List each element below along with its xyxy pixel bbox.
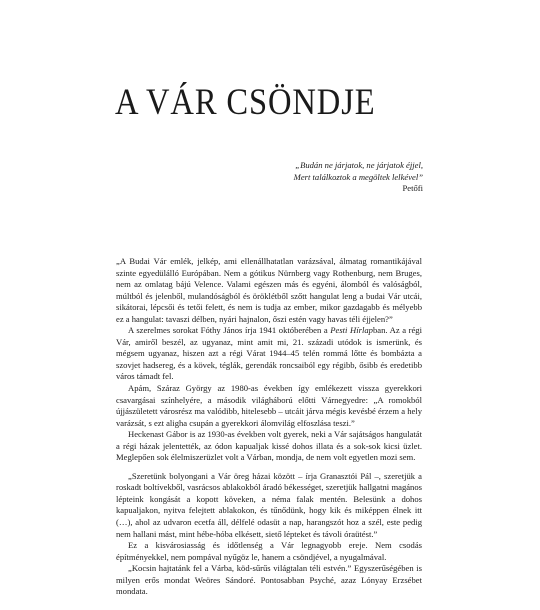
paragraph-text: ban. Az a régi Vár, amiről beszél, az ugyanaz, mint amit mi, 21. századi utódok is ismerünk, és mégsem ugyanaz, hiszen azt a régi Várat 1944–45 telén rommá lőtte és bombázta a szovjet hadsereg, és a kövek, téglák, gerendák roncsaiból egy régibb, ősibb és eredetibb város támadt fel.	[116, 325, 422, 382]
paragraph: Apám, Száraz György az 1980-as években így emlékezett vissza gyerekkori csavargásai színhelyére, a második világháború előtti Várnegyedre: „A romokból újjászületett városrész ma valódibb, hitelesebb – utcáit járva mégis kevésbé érzem a hely varázsát, s ezt aligha csupán a gyerekkori álomvilág elfoszlása teszi.”	[116, 383, 422, 428]
body-text	[116, 256, 422, 598]
paragraph: „Kocsin hajtatánk fel a Várba, köd-sűrűs világtalan téli estvén.” Egyszerűségében is milyen erős mondat Weöres Sándoré. Pontosabban Psyché, azaz Lónyay Erzsébet mondata.	[116, 563, 422, 597]
epigraph-author: Petőfi	[402, 183, 423, 194]
paragraph: Ez a kisvárosiasság és időtlenség a Vár legnagyobb ereje. Nem csodás építményekkel, nem pompával nyűgöz le, hanem a csöndjével, a nyugalmával.	[116, 540, 422, 562]
epigraph-line: „Budán ne járjatok, ne járjatok éjjel,	[295, 160, 423, 170]
paragraph	[116, 325, 422, 383]
epigraph	[294, 160, 423, 195]
chapter-title: A VÁR CSÖNDJE	[115, 81, 376, 123]
newspaper-title: Pesti Hírlap	[330, 325, 373, 336]
paragraph: Heckenast Gábor is az 1930-as években volt gyerek, neki a Vár sajátságos hangulatát a régi házak jelentették, az ódon kapualjak kissé dohos illata és a sok-sok kicsi üzlet. Meglepően sok élelmiszerüzlet volt a Várban, mondja, de nem volt egyetlen mozi sem.	[116, 429, 422, 463]
paragraph: „Szeretünk bolyongani a Vár öreg házai között – írja Granasztói Pál –, szeretjük a roskadt boltívekből, vasrácsos ablakokból áradó békességet, szeretjük hallgatni magános lépteink kongását a kopott köveken, a néma falak mentén. Belesünk a dohos kapualjakon, nyitva felejtett ablakokon, és tűnődünk, hogy kik és miképpen élnek itt (…), ahol az udvaron ecetfa áll, délfelé odasüt a nap, harangszót hoz a szél, este pedig nem hallani mást, mint hébe-hóba elkésett, siető lépteket és távoli óraütést.”	[116, 470, 422, 539]
epigraph-line: Mert találkoztok a megöltek lelkével”	[293, 171, 423, 182]
paragraph-text: A szerelmes sorokat Fóthy János írja 1941 októberében a	[128, 325, 331, 336]
paragraph: „A Budai Vár emlék, jelkép, ami ellenállhatatlan varázsával, álmatag romantikájával szinte egyedülálló Európában. Nem a gótikus Nürnberg vagy Rothenburg, nem Bruges, nem az omlatag bájú Velence. Valami egészen más és egyéni, álomból és valóságból, múltból és jelenből, mulandóságból és öröklétből szőtt hangulat leng a budai Vár utcái, sikátorai, lépcsői és tetői felett, és nem is tudja az ember, mikor gazdagabb és mélyebb ez a hangulat: tavaszi délben, nyári hajnalon, őszi estén vagy havas téli éjjelen?”	[116, 256, 422, 324]
